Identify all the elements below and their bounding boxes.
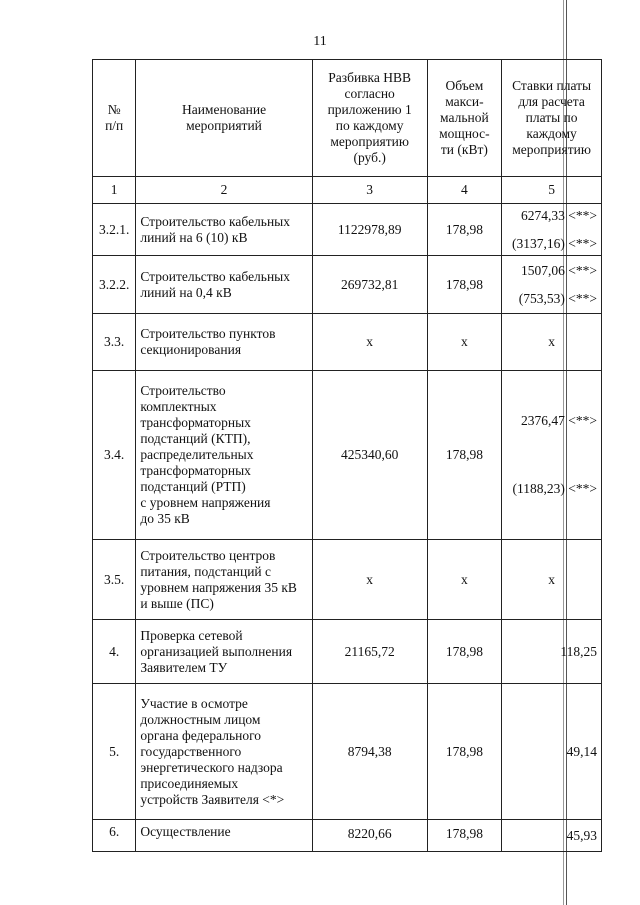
row-nvv: 1122978,89 bbox=[312, 204, 427, 256]
col-number: 5 bbox=[502, 177, 602, 204]
row-power: 178,98 bbox=[427, 820, 502, 852]
row-rate: х bbox=[502, 314, 602, 371]
col-number: 3 bbox=[312, 177, 427, 204]
table-row bbox=[93, 371, 602, 540]
row-nvv: х bbox=[312, 314, 427, 371]
row-name: Осуществление bbox=[136, 820, 312, 852]
rate-primary: 6274,33 <**> bbox=[521, 207, 597, 223]
row-name: Строительство кабельных линий на 6 (10) кВ bbox=[136, 204, 312, 256]
page-number: 11 bbox=[313, 34, 327, 49]
row-rate bbox=[502, 371, 602, 540]
table-row bbox=[93, 204, 602, 256]
tariff-table bbox=[92, 59, 602, 852]
row-name: Участие в осмотре должностным лицом органа федерального государственного энергетического надзора присоединяемых устройств Заявителя <*> bbox=[136, 684, 312, 820]
row-power: 178,98 bbox=[427, 684, 502, 820]
row-num: 3.5. bbox=[93, 540, 136, 620]
row-nvv: 425340,60 bbox=[312, 371, 427, 540]
row-rate: 45,93 bbox=[502, 820, 602, 852]
row-rate bbox=[502, 204, 602, 256]
header-num: № п/п bbox=[93, 60, 136, 177]
row-nvv: 269732,81 bbox=[312, 256, 427, 314]
rate-secondary: (3137,16) <**> bbox=[512, 235, 597, 251]
table-row bbox=[93, 620, 602, 684]
row-num: 3.2.1. bbox=[93, 204, 136, 256]
row-power: 178,98 bbox=[427, 371, 502, 540]
row-num: 6. bbox=[93, 820, 136, 852]
row-nvv: 21165,72 bbox=[312, 620, 427, 684]
column-numbers-row bbox=[93, 177, 602, 204]
header-name: Наименование мероприятий bbox=[136, 60, 312, 177]
row-nvv: 8220,66 bbox=[312, 820, 427, 852]
row-name: Проверка сетевой организацией выполнения Заявителем ТУ bbox=[136, 620, 312, 684]
row-num: 3.2.2. bbox=[93, 256, 136, 314]
rate-primary: 2376,47 <**> bbox=[521, 413, 597, 428]
header-power: Объем макси- мальной мощнос- ти (кВт) bbox=[427, 60, 502, 177]
col-number: 4 bbox=[427, 177, 502, 204]
row-nvv: 8794,38 bbox=[312, 684, 427, 820]
header-row bbox=[93, 60, 602, 177]
table-row bbox=[93, 540, 602, 620]
rate-primary: 1507,06 <**> bbox=[521, 262, 597, 278]
row-num: 3.3. bbox=[93, 314, 136, 371]
row-num: 4. bbox=[93, 620, 136, 684]
row-name: Строительство центров питания, подстанций с уровнем напряжения 35 кВ и выше (ПС) bbox=[136, 540, 312, 620]
header-nvv: Разбивка НВВ согласно приложению 1 по каждому мероприятию (руб.) bbox=[312, 60, 427, 177]
rate-secondary: (1188,23) <**> bbox=[512, 481, 597, 496]
table-row bbox=[93, 314, 602, 371]
row-power: 178,98 bbox=[427, 620, 502, 684]
row-rate: х bbox=[502, 540, 602, 620]
col-number: 2 bbox=[136, 177, 312, 204]
col-number: 1 bbox=[93, 177, 136, 204]
row-num: 5. bbox=[93, 684, 136, 820]
table-row bbox=[93, 820, 602, 852]
row-rate: 118,25 bbox=[502, 620, 602, 684]
row-power: 178,98 bbox=[427, 256, 502, 314]
row-name: Строительство кабельных линий на 0,4 кВ bbox=[136, 256, 312, 314]
header-rates: Ставки платы для расчета платы по каждому мероприятию bbox=[502, 60, 602, 177]
row-rate: 49,14 bbox=[502, 684, 602, 820]
row-power: х bbox=[427, 540, 502, 620]
row-power: 178,98 bbox=[427, 204, 502, 256]
row-nvv: х bbox=[312, 540, 427, 620]
row-power: х bbox=[427, 314, 502, 371]
row-num: 3.4. bbox=[93, 371, 136, 540]
row-name: Строительство пунктов секционирования bbox=[136, 314, 312, 371]
table-row bbox=[93, 684, 602, 820]
row-name: Строительство комплектных трансформаторных подстанций (КТП), распределительных трансформаторных подстанций (РТП) с уровнем напряжения до 35 кВ bbox=[136, 371, 312, 540]
rate-secondary: (753,53) <**> bbox=[518, 290, 597, 306]
row-rate bbox=[502, 256, 602, 314]
table-row bbox=[93, 256, 602, 314]
